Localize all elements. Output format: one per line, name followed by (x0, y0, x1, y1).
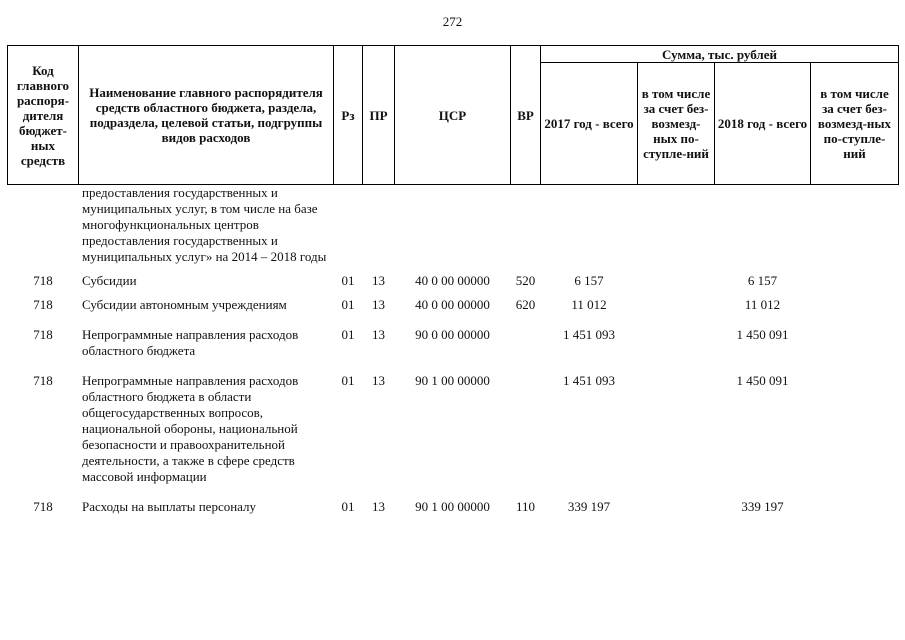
table-row (8, 327, 899, 373)
cell-pr: 13 (372, 297, 385, 312)
header-rz: Рз (334, 46, 363, 185)
cell-code: 718 (33, 327, 53, 342)
cell-name: Непрограммные направления расходов областного бюджета в области общегосударственных вопросов, национальной обороны, национальной безопасности и правоохранительной деятельности, а также в сфере средств массовой информации (82, 373, 299, 484)
cell-2018-free (811, 297, 899, 327)
cell-name: Субсидии автономным учреждениям (82, 297, 287, 312)
cell-vr (511, 185, 541, 274)
header-pr: ПР (363, 46, 395, 185)
cell-code: 718 (33, 499, 53, 514)
cell-csr: 90 0 00 00000 (415, 327, 490, 342)
cell-2018-free (811, 273, 899, 297)
cell-csr (395, 185, 511, 274)
header-2018-free: в том числе за счет без-возмезд-ных по-ступле-ний (811, 63, 899, 185)
cell-csr: 40 0 00 00000 (415, 273, 490, 288)
cell-2017-total: 6 157 (574, 273, 604, 288)
header-sum-group: Сумма, тыс. рублей (541, 46, 899, 63)
cell-2018-total: 1 450 091 (736, 373, 789, 388)
cell-2017-free (638, 273, 715, 297)
cell-pr: 13 (372, 373, 385, 388)
table-row (8, 185, 899, 274)
header-2017-free: в том числе за счет без-возмезд-ных по-ступле-ний (638, 63, 715, 185)
cell-2017-free (638, 373, 715, 499)
cell-2017-free (638, 185, 715, 274)
cell-code: 718 (33, 273, 53, 288)
cell-pr: 13 (372, 273, 385, 288)
cell-vr: 520 (515, 273, 536, 288)
cell-code (8, 185, 79, 274)
cell-2018-free (811, 373, 899, 499)
cell-2017-total (541, 185, 638, 274)
page-number: 272 (442, 14, 463, 29)
table-header (8, 46, 899, 185)
cell-name: Непрограммные направления расходов областного бюджета (82, 327, 299, 358)
cell-2017-total: 1 451 093 (563, 373, 615, 388)
header-code: Код главного распоря-дителя бюджет-ных средств (8, 46, 79, 185)
cell-2018-total: 339 197 (741, 499, 784, 514)
cell-pr: 13 (372, 499, 385, 514)
cell-rz: 01 (341, 373, 355, 388)
cell-code: 718 (33, 297, 53, 312)
cell-name: Расходы на выплаты персоналу (82, 499, 257, 514)
cell-vr (511, 327, 541, 373)
table-row (8, 297, 899, 327)
cell-csr: 90 1 00 00000 (415, 373, 490, 388)
cell-2017-free (638, 499, 715, 515)
cell-rz: 01 (341, 499, 355, 514)
budget-table (7, 45, 899, 515)
cell-name: Субсидии (82, 273, 137, 288)
cell-vr (511, 373, 541, 499)
header-2017-total: 2017 год - всего (541, 63, 638, 185)
header-vr: ВР (511, 46, 541, 185)
cell-rz: 01 (341, 273, 355, 288)
header-name: Наименование главного распорядителя средств областного бюджета, раздела, подраздела, целевой статьи, подгруппы видов расходов (79, 46, 334, 185)
cell-rz (334, 185, 363, 274)
cell-2018-total: 11 012 (744, 297, 781, 312)
cell-2018-total: 6 157 (747, 273, 778, 288)
table-row (8, 499, 899, 515)
table-row (8, 273, 899, 297)
cell-code: 718 (33, 373, 53, 388)
cell-pr: 13 (372, 327, 385, 342)
table-row (8, 373, 899, 499)
cell-pr (363, 185, 395, 274)
cell-csr: 90 1 00 00000 (415, 499, 490, 514)
cell-rz: 01 (341, 297, 355, 312)
cell-name: предоставления государственных и муниципальных услуг, в том числе на базе многофункциональных центров предоставления государственных и муниципальных услуг» на 2014 – 2018 годы (82, 185, 327, 264)
cell-2017-total: 339 197 (567, 499, 611, 514)
cell-2018-free (811, 185, 899, 274)
cell-2018-total: 1 450 091 (736, 327, 789, 342)
cell-2017-free (638, 327, 715, 373)
cell-2018-free (811, 499, 899, 515)
cell-2017-total: 11 012 (571, 297, 607, 312)
cell-csr: 40 0 00 00000 (415, 297, 490, 312)
cell-rz: 01 (341, 327, 355, 342)
cell-vr: 620 (515, 297, 536, 312)
cell-2018-total (715, 185, 811, 274)
cell-vr: 110 (515, 499, 536, 514)
header-2018-total: 2018 год - всего (715, 63, 811, 185)
cell-2018-free (811, 327, 899, 373)
cell-2017-free (638, 297, 715, 327)
header-csr: ЦСР (395, 46, 511, 185)
cell-2017-total: 1 451 093 (563, 327, 615, 342)
